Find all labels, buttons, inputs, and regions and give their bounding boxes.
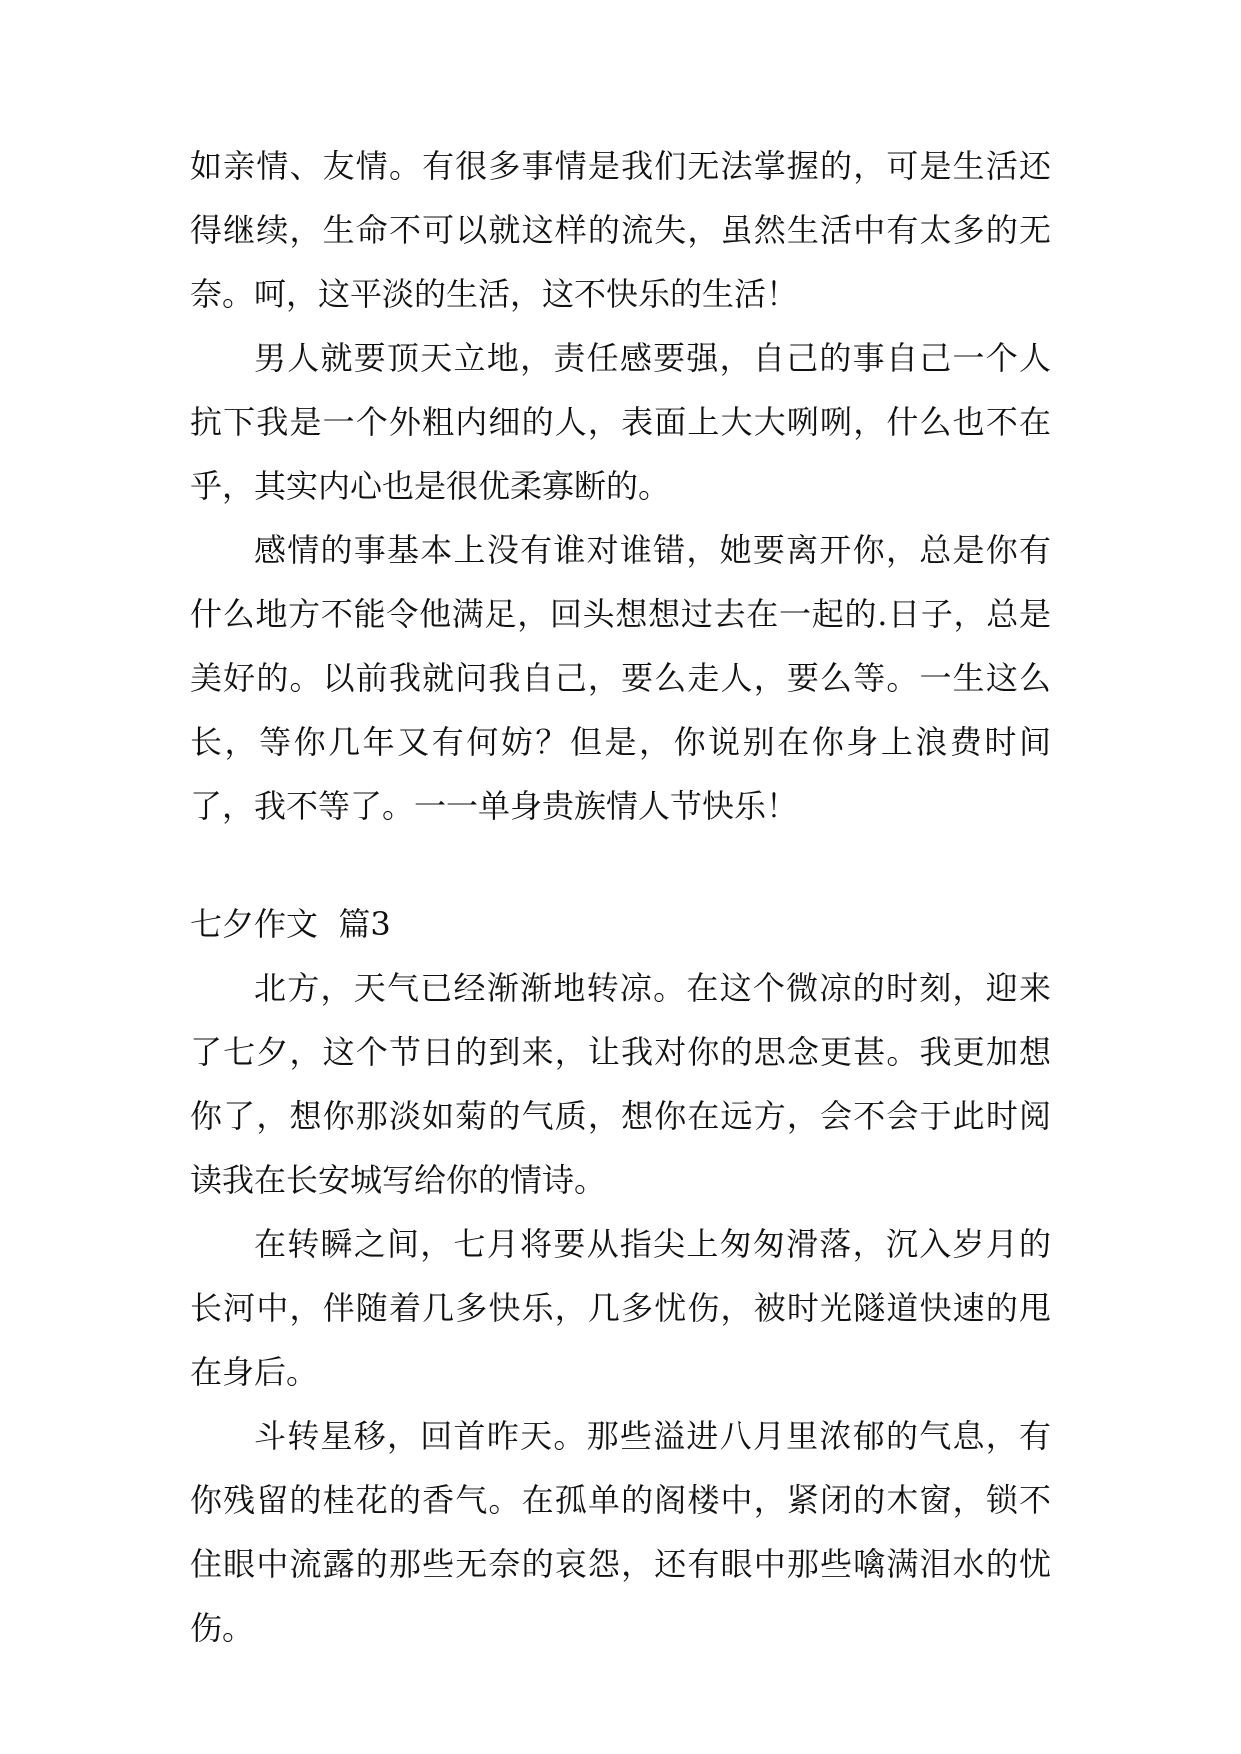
paragraph: 北方，天气已经渐渐地转凉。在这个微凉的时刻，迎来了七夕，这个节日的到来，让我对你的思念更甚。我更加想你了，想你那淡如菊的气质，想你在远方，会不会于此时阅读我在长安城写给你的情诗。 (190, 969, 1051, 1199)
paragraph: 感情的事基本上没有谁对谁错，她要离开你，总是你有什么地方不能令他满足，回头想想过去在一起的.日子，总是美好的。以前我就问我自己，要么走人，要么等。一生这么长，等你几年又有何妨？但是，你说别在你身上浪费时间了，我不等了。一一单身贵族情人节快乐！ (190, 531, 1051, 825)
paragraph: 男人就要顶天立地，责任感要强，自己的事自己一个人抗下我是一个外粗内细的人，表面上大大咧咧，什么也不在乎，其实内心也是很优柔寡断的。 (190, 339, 1051, 505)
paragraph: 斗转星移，回首昨天。那些溢进八月里浓郁的气息，有你残留的桂花的香气。在孤单的阁楼中，紧闭的木窗，锁不住眼中流露的那些无奈的哀怨，还有眼中那些噙满泪水的忧伤。 (190, 1417, 1051, 1647)
paragraph: 如亲情、友情。有很多事情是我们无法掌握的，可是生活还得继续，生命不可以就这样的流失，虽然生活中有太多的无奈。呵，这平淡的生活，这不快乐的生活！ (190, 147, 1051, 313)
document-body (190, 134, 1051, 1660)
section-heading: 七夕作文 篇3 (190, 905, 391, 943)
paragraph: 在转瞬之间，七月将要从指尖上匆匆滑落，沉入岁月的长河中，伴随着几多快乐，几多忧伤，被时光隧道快速的甩在身后。 (190, 1225, 1051, 1391)
